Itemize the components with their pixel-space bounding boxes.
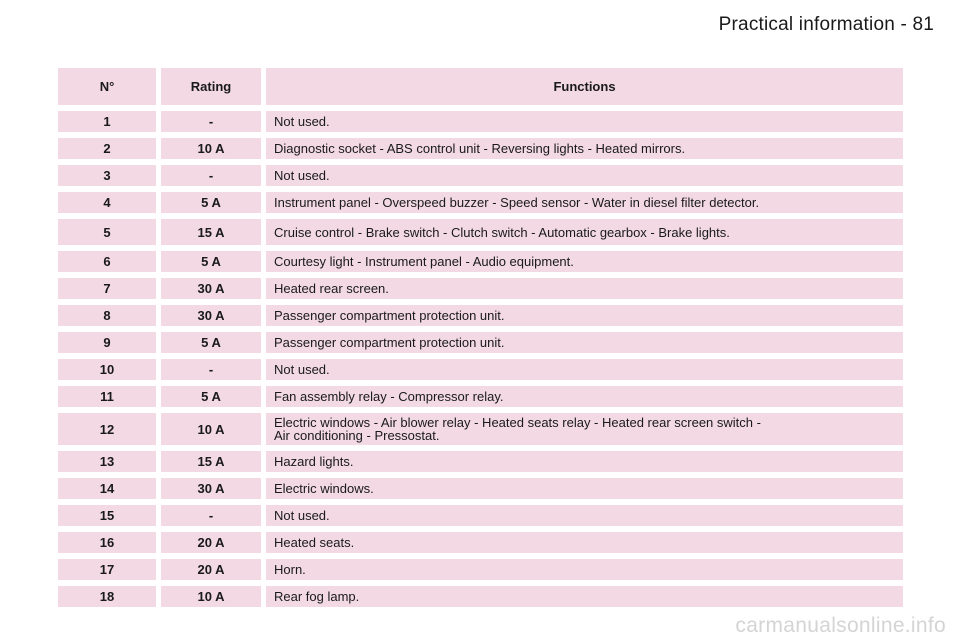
fuse-rating: 30 A	[156, 278, 261, 299]
fuse-function	[261, 413, 903, 445]
table-row	[58, 413, 903, 445]
fuse-rating: 10 A	[156, 413, 261, 445]
fuse-number: 11	[58, 386, 156, 407]
fuse-function: Rear fog lamp.	[261, 586, 903, 607]
fuse-rating: 10 A	[156, 138, 261, 159]
fuse-rating: 20 A	[156, 532, 261, 553]
fuse-number: 14	[58, 478, 156, 499]
fuse-number: 16	[58, 532, 156, 553]
fuse-function: Electric windows.	[261, 478, 903, 499]
fuse-function: Heated seats.	[261, 532, 903, 553]
fuse-number: 7	[58, 278, 156, 299]
fuse-function: Passenger compartment protection unit.	[261, 305, 903, 326]
table-row	[58, 559, 903, 580]
fuse-number: 3	[58, 165, 156, 186]
fuse-function: Instrument panel - Overspeed buzzer - Speed sensor - Water in diesel filter detector.	[261, 192, 903, 213]
table-row	[58, 359, 903, 380]
fuse-rating: -	[156, 165, 261, 186]
fuse-number: 1	[58, 111, 156, 132]
table-row	[58, 138, 903, 159]
fuse-number: 13	[58, 451, 156, 472]
table-header-row	[58, 68, 903, 105]
table-row	[58, 165, 903, 186]
fuse-rating: 5 A	[156, 251, 261, 272]
fuse-rating: 15 A	[156, 451, 261, 472]
fuse-rating: 5 A	[156, 192, 261, 213]
fuse-number: 17	[58, 559, 156, 580]
fuse-rating: 30 A	[156, 478, 261, 499]
fuse-rating: 15 A	[156, 219, 261, 245]
fuse-number: 18	[58, 586, 156, 607]
table-row	[58, 219, 903, 245]
table-row	[58, 505, 903, 526]
fuse-number: 15	[58, 505, 156, 526]
fuse-rating: 30 A	[156, 305, 261, 326]
table-row	[58, 332, 903, 353]
column-header-number: N°	[58, 68, 156, 105]
fuse-rating: 5 A	[156, 332, 261, 353]
fuse-rating: 10 A	[156, 586, 261, 607]
fuse-function: Not used.	[261, 111, 903, 132]
fuse-function: Fan assembly relay - Compressor relay.	[261, 386, 903, 407]
fuse-number: 5	[58, 219, 156, 245]
fuse-function: Courtesy light - Instrument panel - Audio equipment.	[261, 251, 903, 272]
fuse-number: 4	[58, 192, 156, 213]
fuse-function: Heated rear screen.	[261, 278, 903, 299]
fuse-function: Horn.	[261, 559, 903, 580]
fuse-number: 12	[58, 413, 156, 445]
table-row	[58, 586, 903, 607]
column-header-functions: Functions	[261, 68, 903, 105]
fuse-function: Cruise control - Brake switch - Clutch switch - Automatic gearbox - Brake lights.	[261, 219, 903, 245]
fuse-function-line-2: Air conditioning - Pressostat.	[274, 428, 440, 443]
table-row	[58, 532, 903, 553]
table-row	[58, 251, 903, 272]
fuse-rating: 20 A	[156, 559, 261, 580]
table-row	[58, 305, 903, 326]
table-row	[58, 386, 903, 407]
table-row	[58, 451, 903, 472]
fuse-function: Diagnostic socket - ABS control unit - Reversing lights - Heated mirrors.	[261, 138, 903, 159]
fuse-rating: -	[156, 111, 261, 132]
column-header-rating: Rating	[156, 68, 261, 105]
table-row	[58, 278, 903, 299]
fuse-number: 6	[58, 251, 156, 272]
fuse-table	[58, 62, 903, 613]
fuse-function: Hazard lights.	[261, 451, 903, 472]
page-title: Practical information - 81	[718, 14, 934, 35]
fuse-function: Not used.	[261, 165, 903, 186]
fuse-number: 2	[58, 138, 156, 159]
fuse-number: 10	[58, 359, 156, 380]
fuse-function: Not used.	[261, 359, 903, 380]
fuse-number: 8	[58, 305, 156, 326]
fuse-function: Not used.	[261, 505, 903, 526]
fuse-rating: 5 A	[156, 386, 261, 407]
fuse-number: 9	[58, 332, 156, 353]
table-row	[58, 111, 903, 132]
table-row	[58, 192, 903, 213]
fuse-function: Passenger compartment protection unit.	[261, 332, 903, 353]
fuse-rating: -	[156, 359, 261, 380]
table-row	[58, 478, 903, 499]
fuse-rating: -	[156, 505, 261, 526]
watermark: carmanualsonline.info	[735, 614, 946, 637]
fuse-function-line-1: Electric windows - Air blower relay - Heated seats relay - Heated rear screen switch -	[274, 415, 761, 430]
